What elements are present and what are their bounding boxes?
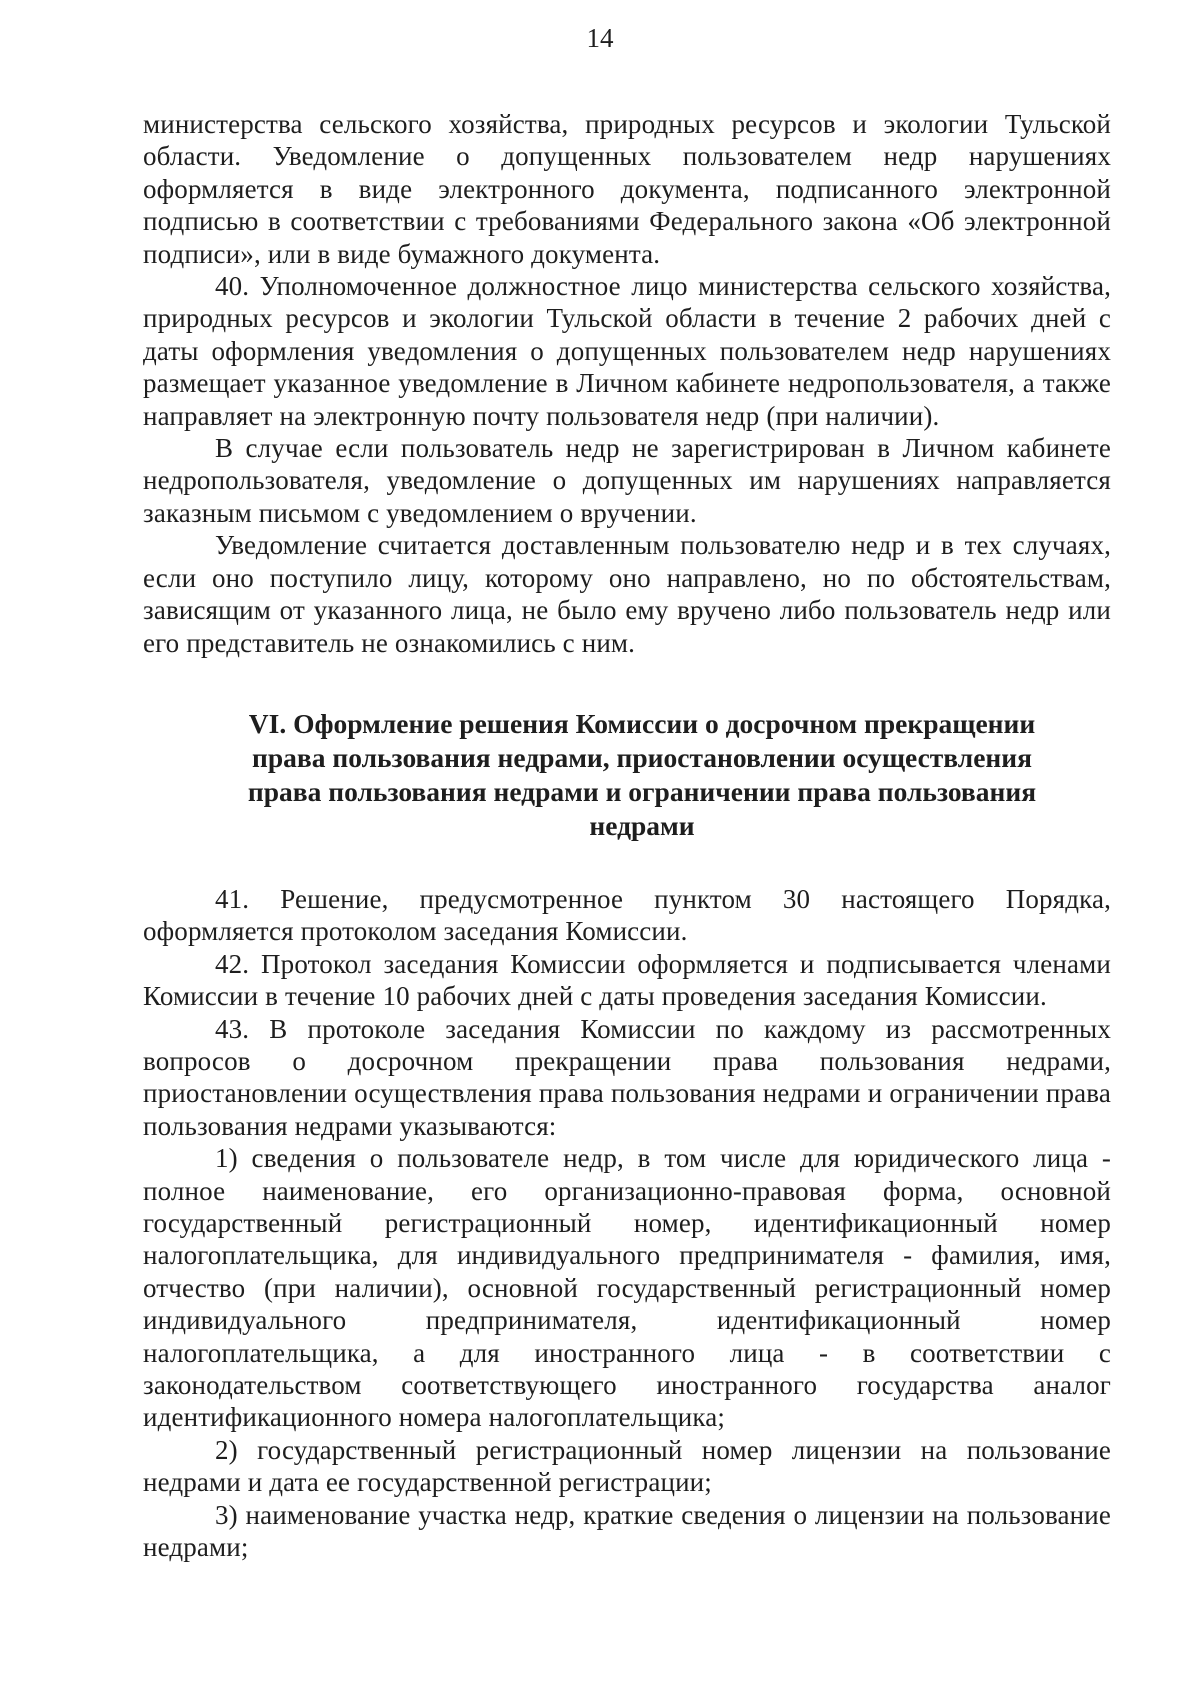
- paragraph-unregistered-user: В случае если пользователь недр не зарегистрирован в Личном кабинете недропользователя, уведомление о допущенных им нарушениях направляется заказным письмом с уведомлением о вручении.: [143, 433, 1111, 528]
- list-item-1: 1) сведения о пользователе недр, в том числе для юридического лица - полное наименование, его организационно-правовая форма, основной государственный регистрационный номер, идентификационный номер налогоплательщика, для индивидуального предпринимателя - фамилия, имя, отчество (при наличии), основной государственный регистрационный номер индивидуального предпринимателя, идентификационный номер налогоплательщика, а для иностранного лица - в соответствии с законодательством соответствующего иностранного государства аналог идентификационного номера налогоплательщика;: [143, 1143, 1111, 1433]
- paragraph-notification-form: министерства сельского хозяйства, природных ресурсов и экологии Тульской области. Уведомление о допущенных пользователем недр нарушениях оформляется в виде электронного документа, подписанного электронной подписью в соответствии с требованиями Федерального закона «Об электронной подписи», или в виде бумажного документа.: [143, 109, 1111, 269]
- paragraph-41: 41. Решение, предусмотренное пунктом 30 настоящего Порядка, оформляется протоколом заседания Комиссии.: [143, 883, 1111, 947]
- page-number: 14: [586, 23, 614, 53]
- paragraph-40: 40. Уполномоченное должностное лицо министерства сельского хозяйства, природных ресурсов и экологии Тульской области в течение 2 рабочих дней с даты оформления уведомления о допущенных пользователем недр нарушениях размещает указанное уведомление в Личном кабинете недропользователя, а также направляет на электронную почту пользователя недр (при наличии).: [143, 271, 1111, 431]
- document-body: [143, 108, 1111, 1563]
- list-item-2: 2) государственный регистрационный номер лицензии на пользование недрами и дата ее государственной регистрации;: [143, 1434, 1111, 1498]
- paragraph-delivery-considered: Уведомление считается доставленным пользователю недр и в тех случаях, если оно поступило лицу, которому оно направлено, но по обстоятельствам, зависящим от указанного лица, не было ему вручено либо пользователь недр или его представитель не ознакомились с ним.: [143, 530, 1111, 658]
- paragraph-42: 42. Протокол заседания Комиссии оформляется и подписывается членами Комиссии в течение 10 рабочих дней с даты проведения заседания Комиссии.: [143, 948, 1111, 1012]
- paragraph-43: 43. В протоколе заседания Комиссии по каждому из рассмотренных вопросов о досрочном прекращении права пользования недрами, приостановлении осуществления права пользования недрами и ограничении права пользования недрами указываются:: [143, 1013, 1111, 1141]
- section-title: VI. Оформление решения Комиссии о досрочном прекращении права пользования недрами, приостановлении осуществления права пользования недрами и ограничении права пользования недрами: [247, 707, 1037, 841]
- list-item-3: 3) наименование участка недр, краткие сведения о лицензии на пользование недрами;: [143, 1499, 1111, 1563]
